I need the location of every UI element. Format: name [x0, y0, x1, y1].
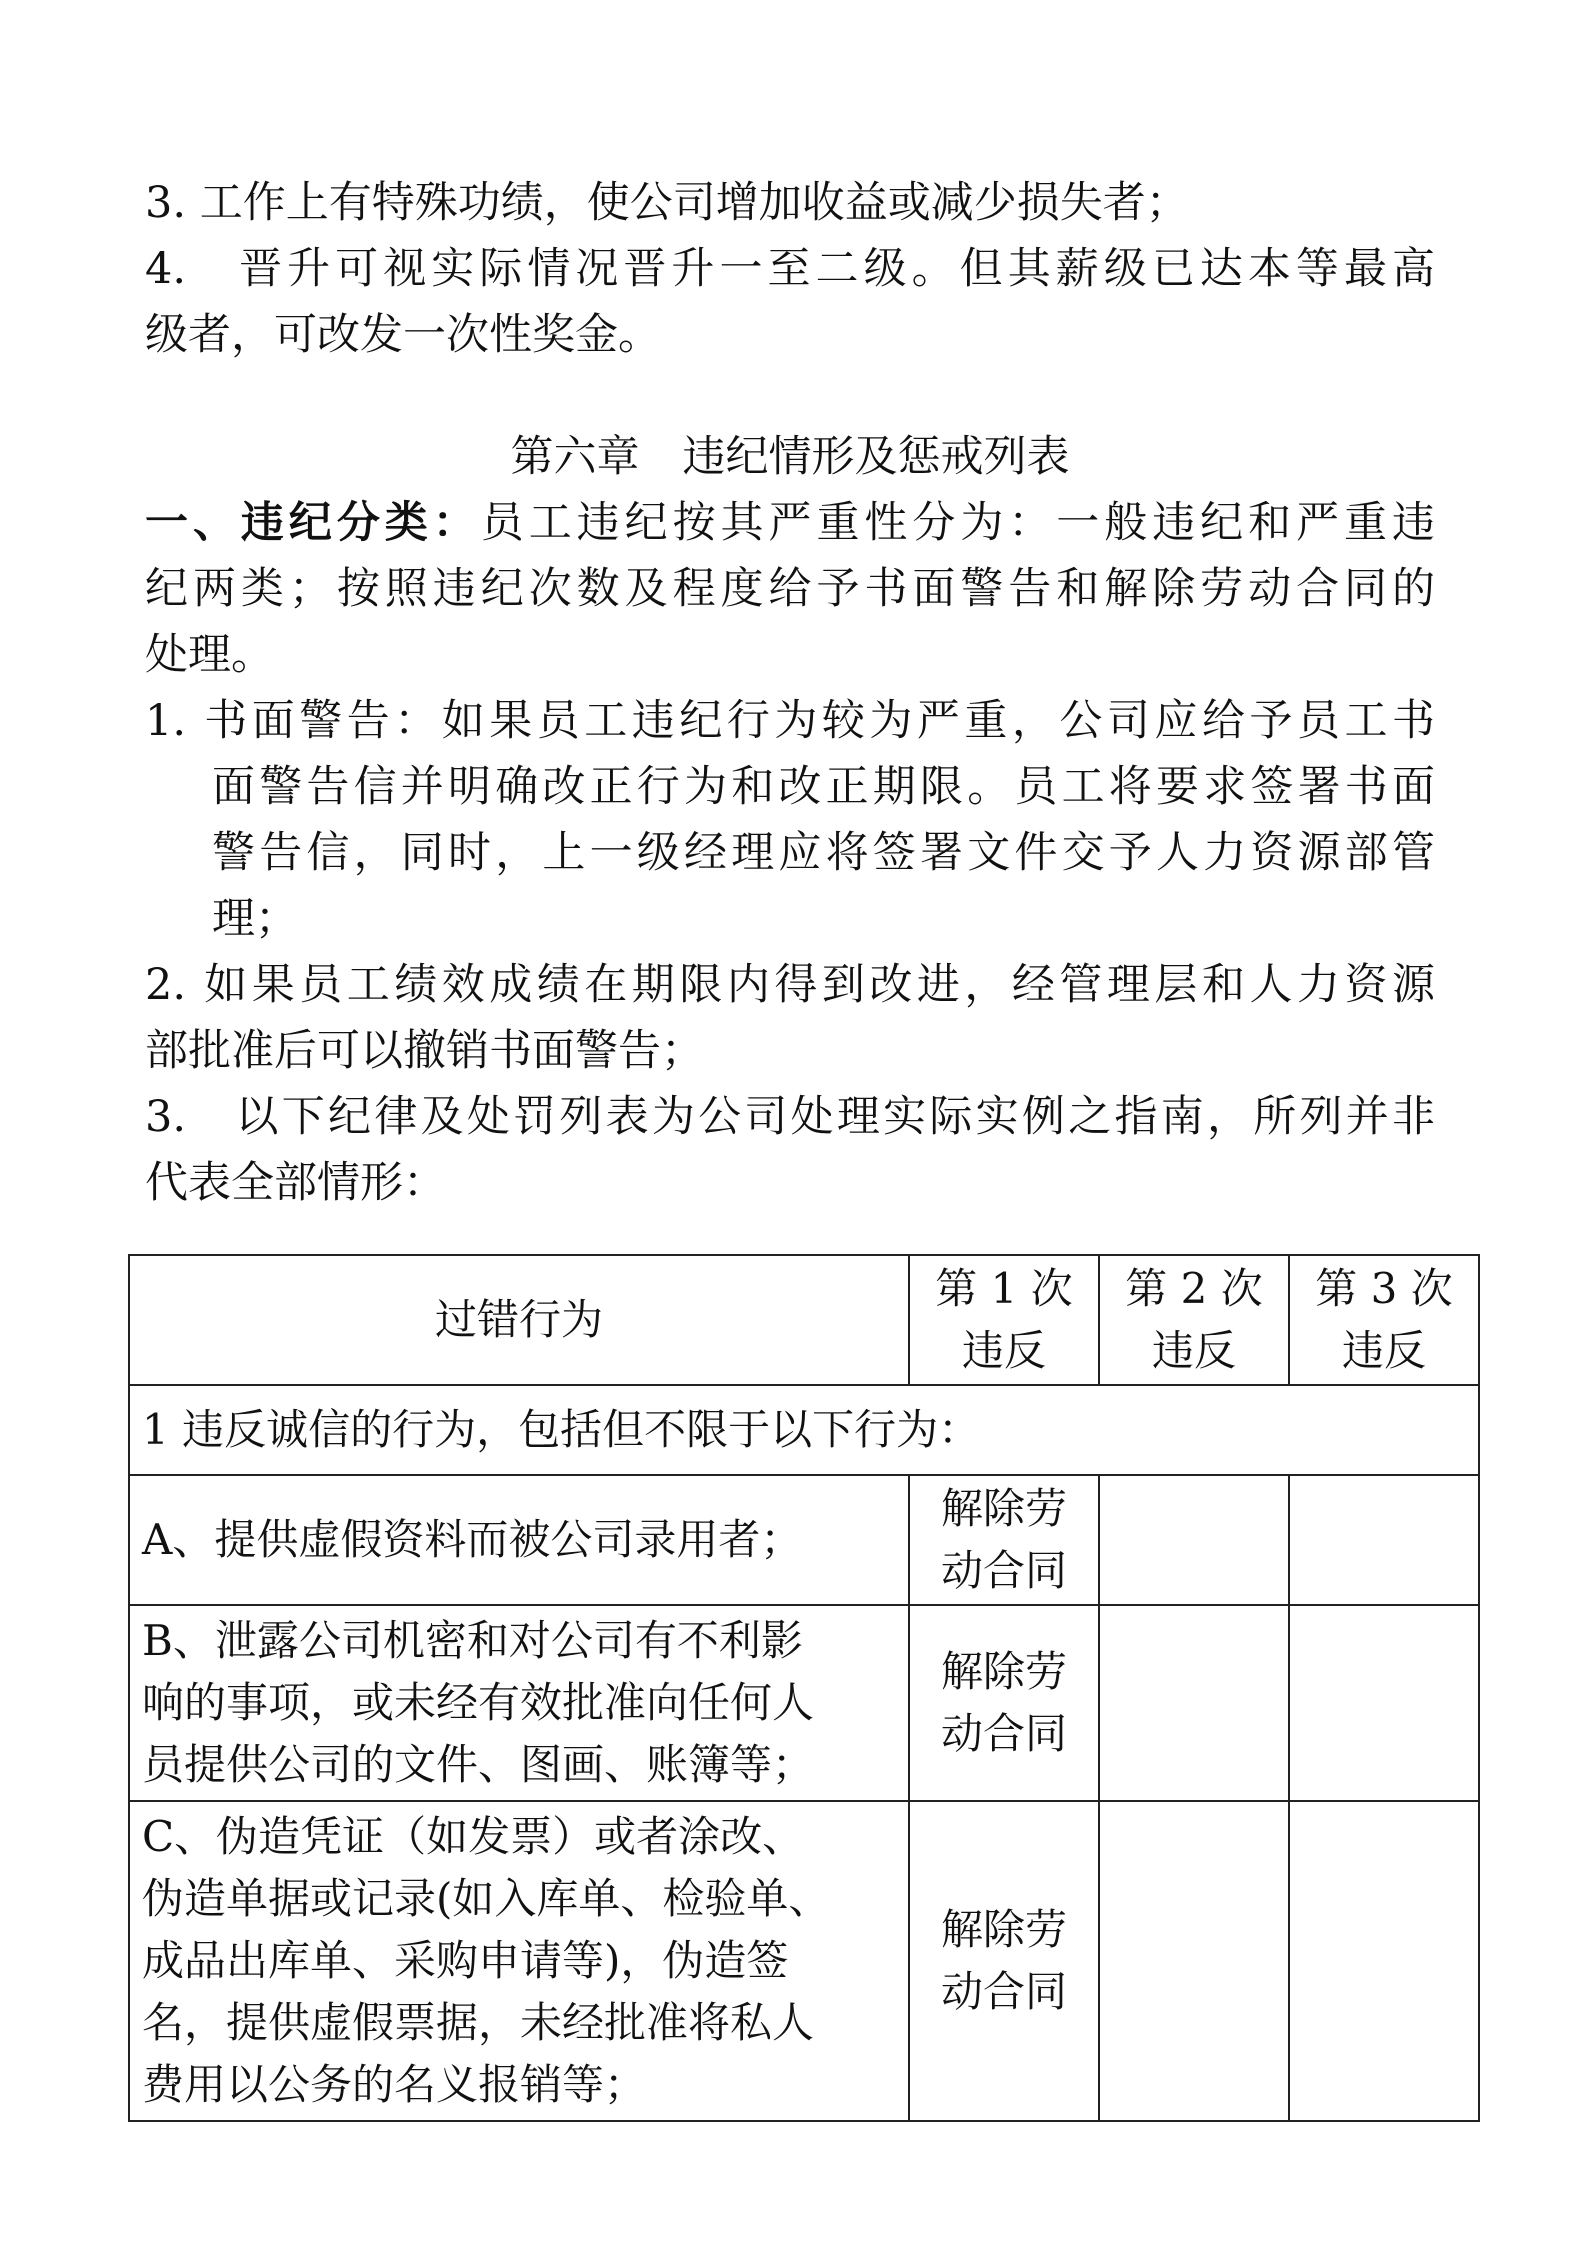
section-heading-line	[145, 490, 1435, 556]
list-item-line: 3. 以下纪律及处罚列表为公司处理实际实例之指南，所列并非	[145, 1092, 1435, 1142]
list-item-line: 1. 书面警告：如果员工违纪行为较为严重，公司应给予员工书	[145, 696, 1435, 746]
list-item-line: 面警告信并明确改正行为和改正期限。员工将要求签署书面	[212, 762, 1435, 812]
list-item-line: 部批准后可以撤销书面警告；	[145, 1026, 704, 1076]
paragraph-line: 4. 晋升可视实际情况晋升一至二级。但其薪级已达本等最高	[145, 244, 1435, 294]
header-violation-3: 第 3 次 违反	[1289, 1255, 1479, 1385]
empty-cell	[1099, 1475, 1289, 1605]
penalty-cell: 解除劳 动合同	[909, 1605, 1099, 1801]
section-text: 员工违纪按其严重性分为：一般违纪和严重违	[480, 498, 1436, 548]
empty-cell	[1289, 1475, 1479, 1605]
penalty-cell: 解除劳 动合同	[909, 1801, 1099, 2121]
act-cell: B、泄露公司机密和对公司有不利影 响的事项，或未经有效批准向任何人 员提供公司的文件、图画、账簿等；	[129, 1605, 909, 1801]
list-item-line: 2. 如果员工绩效成绩在期限内得到改进，经管理层和人力资源	[145, 960, 1435, 1010]
table-row	[129, 1801, 1479, 2121]
table-header-row	[129, 1255, 1479, 1385]
empty-cell	[1099, 1605, 1289, 1801]
list-item-line: 理；	[212, 894, 298, 944]
table-section-row	[129, 1385, 1479, 1475]
table-row	[129, 1475, 1479, 1605]
penalty-cell: 解除劳 动合同	[909, 1475, 1099, 1605]
paragraph-line: 纪两类；按照违纪次数及程度给予书面警告和解除劳动合同的	[145, 564, 1435, 614]
discipline-table	[128, 1254, 1480, 2122]
paragraph-line: 级者，可改发一次性奖金。	[145, 310, 661, 360]
header-act: 过错行为	[129, 1255, 909, 1385]
list-item-line: 警告信，同时，上一级经理应将签署文件交予人力资源部管	[212, 828, 1435, 878]
header-violation-2: 第 2 次 违反	[1099, 1255, 1289, 1385]
section-heading: 一、违纪分类：	[145, 498, 481, 548]
paragraph-line: 3. 工作上有特殊功绩，使公司增加收益或减少损失者；	[145, 178, 1189, 228]
chapter-title: 第六章 违纪情形及惩戒列表	[510, 432, 1070, 482]
empty-cell	[1289, 1801, 1479, 2121]
paragraph-line: 处理。	[145, 630, 274, 680]
table-row	[129, 1605, 1479, 1801]
act-cell: A、提供虚假资料而被公司录用者；	[129, 1475, 909, 1605]
header-violation-1: 第 1 次 违反	[909, 1255, 1099, 1385]
section-row-text: 1 违反诚信的行为，包括但不限于以下行为：	[129, 1385, 1479, 1475]
empty-cell	[1099, 1801, 1289, 2121]
list-item-line: 代表全部情形：	[145, 1158, 446, 1208]
empty-cell	[1289, 1605, 1479, 1801]
act-cell: C、伪造凭证（如发票）或者涂改、 伪造单据或记录(如入库单、检验单、 成品出库单、采购申请等)，伪造签 名，提供虚假票据，未经批准将私人 费用以公务的名义报销等；	[129, 1801, 909, 2121]
